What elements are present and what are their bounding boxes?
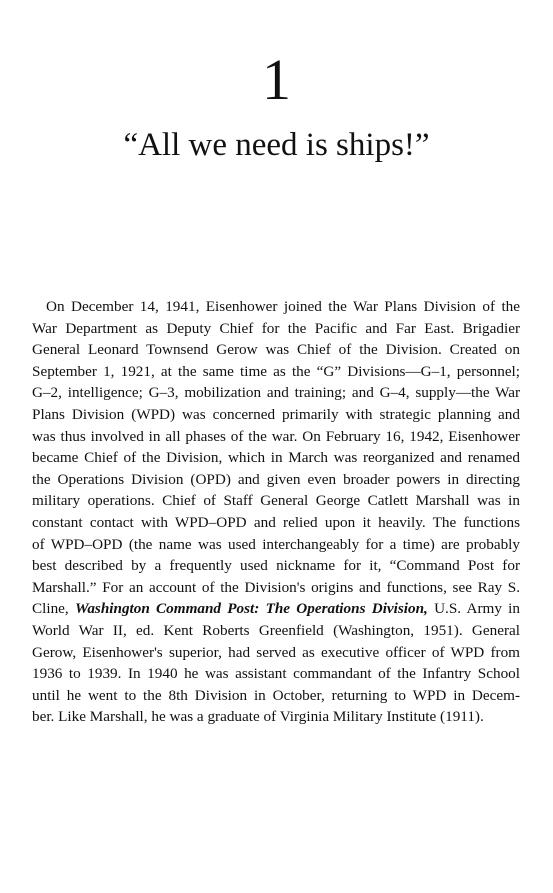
paragraph-line: military operations. Chief of Staff General George Catlett Marshall was in xyxy=(32,492,520,510)
paragraph-line: constant contact with WPD–OPD and relied upon it heavily. The functions xyxy=(32,513,520,531)
paragraph-line: September 1, 1921, at the same time as the “G” Divisions—G–1, personnel; xyxy=(32,362,520,380)
paragraph-line: Plans Division (WPD) was concerned primarily with strategic planning and xyxy=(32,405,520,423)
paragraph-line: was thus involved in all phases of the war. On February 16, 1942, Eisenhower xyxy=(32,427,520,445)
chapter-title: “All we need is ships!” xyxy=(123,127,430,163)
paragraph-line: War Department as Deputy Chief for the Pacific and Far East. Brigadier xyxy=(32,319,520,337)
paragraph-line: Marshall.” For an account of the Division's origins and functions, see Ray S. xyxy=(32,578,520,596)
citation-prefix: Cline, xyxy=(32,600,75,618)
paragraph-line: On December 14, 1941, Eisenhower joined the War Plans Division of the xyxy=(46,298,520,315)
paragraph-line: best described by a frequently used nickname for it, “Command Post for xyxy=(32,557,520,575)
paragraph-line: the Operations Division (OPD) and given even broader powers in directing xyxy=(32,470,520,488)
paragraph-line: until he went to the 8th Division in October, returning to WPD in Decem- xyxy=(32,686,520,704)
chapter-number: 1 xyxy=(262,47,291,112)
paragraph-line: Gerow, Eisenhower's superior, had served as executive officer of WPD from xyxy=(32,643,520,661)
paragraph-line: became Chief of the Division, which in March was reorganized and renamed xyxy=(32,449,520,467)
paragraph-line: 1936 to 1939. In 1940 he was assistant commandant of the Infantry School xyxy=(32,665,520,683)
paragraph-line: G–2, intelligence; G–3, mobilization and training; and G–4, supply—the War xyxy=(32,384,520,402)
paragraph-line: ber. Like Marshall, he was a graduate of Virginia Military Institute (1911). xyxy=(32,708,484,726)
footnote-paragraph xyxy=(32,296,520,728)
paragraph-line-with-citation xyxy=(32,598,520,620)
paragraph-line: General Leonard Townsend Gerow was Chief of the Division. Created on xyxy=(32,341,520,359)
paragraph-line: World War II, ed. Kent Roberts Greenfield (Washington, 1951). General xyxy=(32,621,520,639)
paragraph-line: of WPD–OPD (the name was used interchangeably for a time) are probably xyxy=(32,535,520,553)
book-title: Washington Command Post: The Operations Division, xyxy=(74,600,428,618)
citation-suffix: U.S. Army in xyxy=(427,600,520,618)
